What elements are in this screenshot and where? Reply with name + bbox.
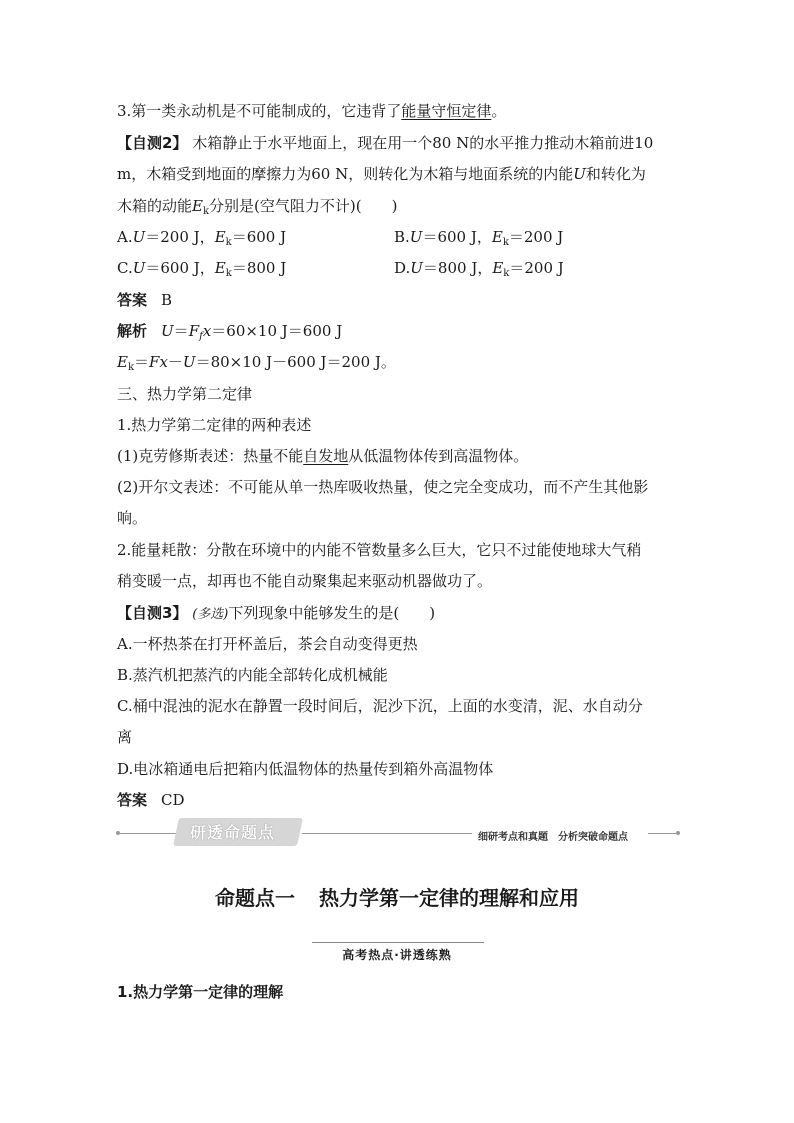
answer-value: B (161, 291, 173, 309)
test-tag: 【自测2】 (117, 134, 188, 152)
banner-dot (676, 831, 680, 835)
analysis-line2: $E_k=Fx-U=80\times 10$ J－600 J＝200 J。 (117, 353, 396, 373)
law-3-line (117, 101, 506, 121)
topic-item-1: 1.热力学第一定律的理解 (117, 983, 284, 1001)
kelvin-statement-line2: 响。 (117, 509, 148, 527)
text: 木箱的动能 (117, 197, 193, 215)
banner-rule-mid (302, 833, 472, 834)
text: m，木箱受到地面的摩擦力为60 N，则转化为木箱与地面系统的内能 (117, 165, 574, 183)
test3-question: 【自测3】 (多选)下列现象中能够发生的是( ) (117, 604, 436, 622)
test2-question-line1 (117, 133, 653, 153)
text: 。 (491, 102, 507, 120)
answer-2 (117, 290, 172, 310)
dissipation-line1: 2.能量耗散：分散在环境中的内能不管数量多么巨大，它只不过能使地球大气稍 (117, 541, 642, 559)
test2-question-line3 (117, 196, 397, 216)
text: 和转化为 (585, 165, 646, 183)
test3-option-d: D.电冰箱通电后把箱内低温物体的热量传到箱外高温物体 (117, 760, 494, 778)
answer-label: 答案 (117, 291, 148, 309)
answer-3 (117, 790, 185, 810)
section-3-title: 三、热力学第二定律 (117, 385, 253, 403)
banner-rule-left (120, 833, 176, 834)
text: 分别是(空气阻力不计)( ) (209, 197, 398, 215)
multi-select-tag: (多选) (192, 607, 229, 622)
var: U (573, 165, 586, 183)
var: E (192, 197, 203, 215)
analysis-line1: 解析 $U=F_fx=60\times 10$ J＝600 J (117, 322, 343, 342)
underlined-term: 能量守恒定律 (401, 102, 492, 120)
test3-option-b: B.蒸汽机把蒸汽的内能全部转化成机械能 (117, 666, 388, 684)
analysis-label: 解析 (117, 322, 148, 340)
banner-rule-right (648, 833, 676, 834)
answer-value: CD (161, 791, 185, 809)
dissipation-line2: 稍变暖一点，却再也不能自动聚集起来驱动机器做功了。 (117, 572, 493, 590)
test3-option-c-line2: 离 (117, 728, 133, 746)
test3-option-a: A.一杯热茶在打开杯盖后，茶会自动变得更热 (117, 635, 418, 653)
option-d: D.U＝800 J，$E_k=200$ J (394, 259, 564, 279)
options-row-cd (117, 258, 677, 278)
topic-subtitle: 高考热点·讲透练熟 (342, 948, 452, 962)
test-tag: 【自测3】 (117, 604, 188, 622)
kelvin-statement-line1: (2)开尔文表述：不可能从单一热库吸收热量，使之完全变成功，而不产生其他影 (117, 478, 649, 496)
test2-question-line2 (117, 164, 646, 184)
underlined-term: 自发地 (303, 447, 349, 465)
text: 3.第一类永动机是不可能制成的，它违背了 (117, 102, 402, 120)
text: 木箱静止于水平地面上，现在用一个80 N的水平推力推动木箱前进10 (192, 134, 654, 152)
banner-title: 研透命题点 (190, 823, 276, 842)
banner-right-text: 细研考点和真题 分析突破命题点 (478, 832, 628, 843)
option-c: C.U＝600 J，$E_k=800$ J (117, 259, 287, 279)
answer-label: 答案 (117, 791, 148, 809)
clausius-statement: (1)克劳修斯表述：热量不能自发地从低温物体传到高温物体。 (117, 447, 529, 465)
section-3-item-1: 1.热力学第二定律的两种表述 (117, 416, 312, 434)
sub: k (202, 206, 210, 217)
option-a: A.U＝200 J，$E_k=600$ J (117, 228, 287, 248)
options-row-ab (117, 227, 677, 247)
subtitle-rule (312, 942, 484, 943)
test3-option-c-line1: C.桶中混浊的泥水在静置一段时间后，泥沙下沉，上面的水变清，泥、水自动分 (117, 697, 643, 715)
topic-title: 命题点一 热力学第一定律的理解和应用 (215, 886, 579, 910)
option-b: B.U＝600 J，$E_k=200$ J (394, 228, 564, 248)
